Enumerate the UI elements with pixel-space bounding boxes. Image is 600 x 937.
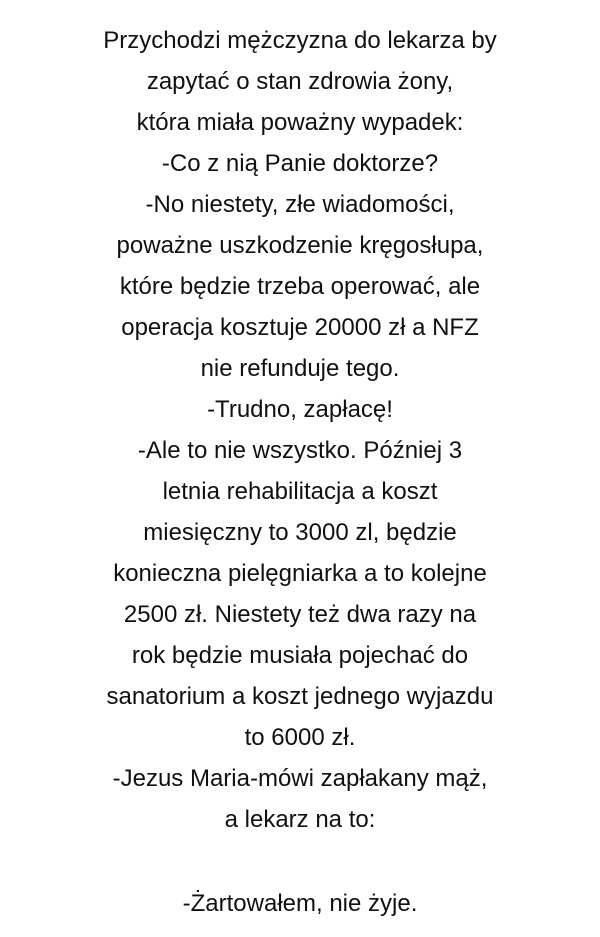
joke-line: zapytać o stan zdrowia żony, [146,68,454,95]
joke-line: miesięczny to 3000 zl, będzie [143,519,457,546]
joke-line: a lekarz na to: [224,806,376,833]
joke-punchline: -Żartowałem, nie żyje. [182,890,418,917]
joke-line: -No niestety, złe wiadomości, [145,191,455,218]
joke-line: letnia rehabilitacja a koszt [162,478,438,505]
joke-line: to 6000 zł. [244,724,356,751]
joke-line: -Ale to nie wszystko. Później 3 [137,437,463,464]
joke-line: konieczna pielęgniarka a to kolejne [113,560,487,587]
joke-line: która miała poważny wypadek: [136,109,464,136]
joke-line: rok będzie musiała pojechać do [131,642,469,669]
joke-line: -Jezus Maria-mówi zapłakany mąż, [112,765,488,792]
joke-line: które będzie trzeba operować, ale [119,273,481,300]
joke-line: -Co z nią Panie doktorze? [161,150,439,177]
joke-line: -Trudno, zapłacę! [207,396,393,423]
joke-line: poważne uszkodzenie kręgosłupa, [116,232,484,259]
joke-line: 2500 zł. Niestety też dwa razy na [123,601,477,628]
joke-line: Przychodzi mężczyzna do lekarza by [103,27,497,54]
joke-line: sanatorium a koszt jednego wyjazdu [106,683,494,710]
blank-line [0,840,600,883]
joke-line: operacja kosztuje 20000 zł a NFZ [121,314,479,341]
joke-text [0,20,600,924]
joke-line: nie refunduje tego. [200,355,400,382]
